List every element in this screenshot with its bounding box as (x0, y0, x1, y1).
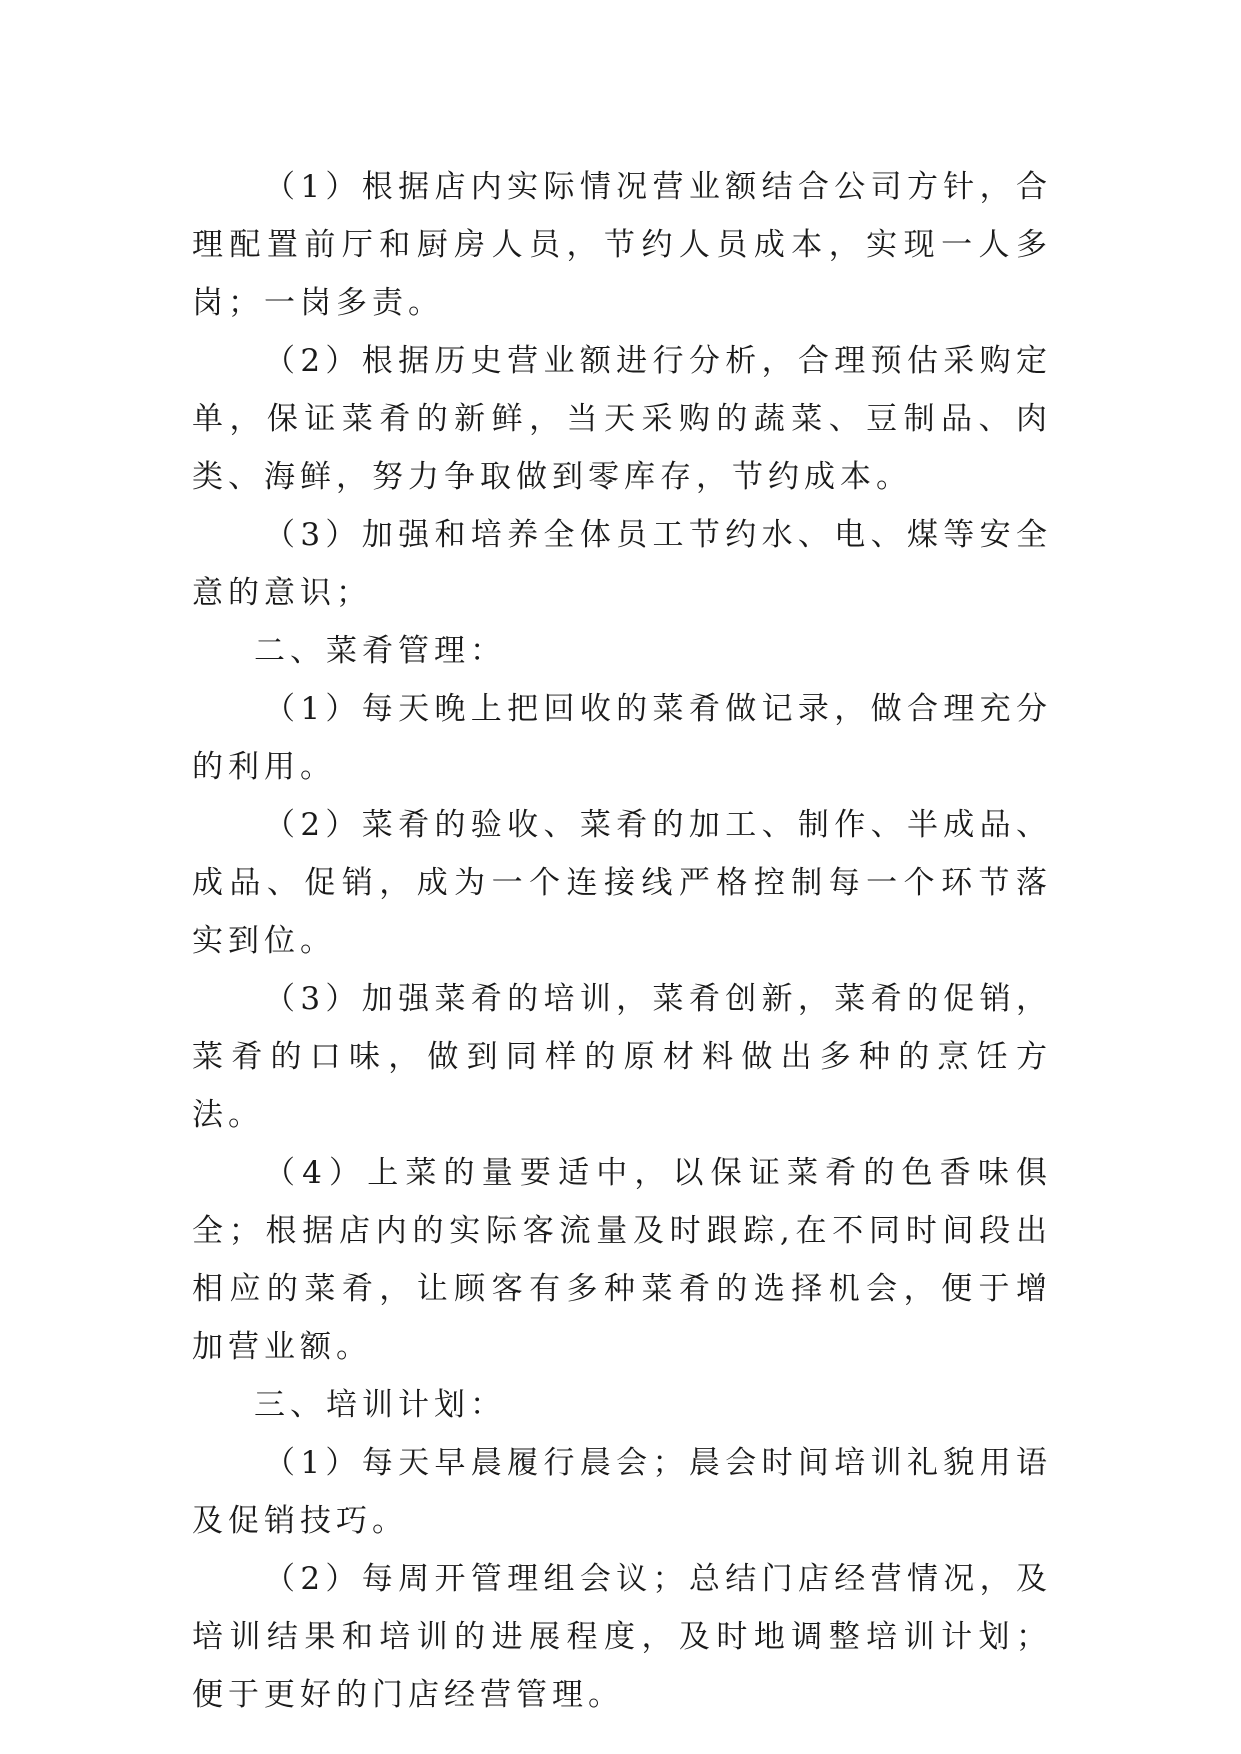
paragraph-dishes-2: （2）菜肴的验收、菜肴的加工、制作、半成品、成品、促销，成为一个连接线严格控制每一个环节落实到位。 (192, 807, 1052, 959)
paragraph-dishes-4: （4）上菜的量要适中，以保证菜肴的色香味俱全；根据店内的实际客流量及时跟踪,在不同时间段出相应的菜肴，让顾客有多种菜肴的选择机会，便于增加营业额。 (192, 1155, 1052, 1365)
paragraph-cost-1: （1）根据店内实际情况营业额结合公司方针，合理配置前厅和厨房人员，节约人员成本，实现一人多岗；一岗多责。 (192, 169, 1052, 321)
section-heading-training: 三、培训计划： (254, 1387, 506, 1423)
paragraph-cost-3: （3）加强和培养全体员工节约水、电、煤等安全意的意识； (192, 517, 1052, 611)
section-heading-dishes: 二、菜肴管理： (254, 633, 506, 669)
paragraph-training-1: （1）每天早晨履行晨会；晨会时间培训礼貌用语及促销技巧。 (192, 1445, 1052, 1539)
paragraph-training-2: （2）每周开管理组会议；总结门店经营情况，及培训结果和培训的进展程度，及时地调整培训计划；便于更好的门店经营管理。 (192, 1561, 1052, 1713)
paragraph-dishes-1: （1）每天晚上把回收的菜肴做记录，做合理充分的利用。 (192, 691, 1052, 785)
paragraph-cost-2: （2）根据历史营业额进行分析，合理预估采购定单，保证菜肴的新鲜，当天采购的蔬菜、豆制品、肉类、海鲜，努力争取做到零库存，节约成本。 (192, 343, 1052, 495)
paragraph-dishes-3: （3）加强菜肴的培训，菜肴创新，菜肴的促销，菜肴的口味，做到同样的原材料做出多种的烹饪方法。 (192, 981, 1052, 1133)
body-text (192, 158, 1052, 1724)
